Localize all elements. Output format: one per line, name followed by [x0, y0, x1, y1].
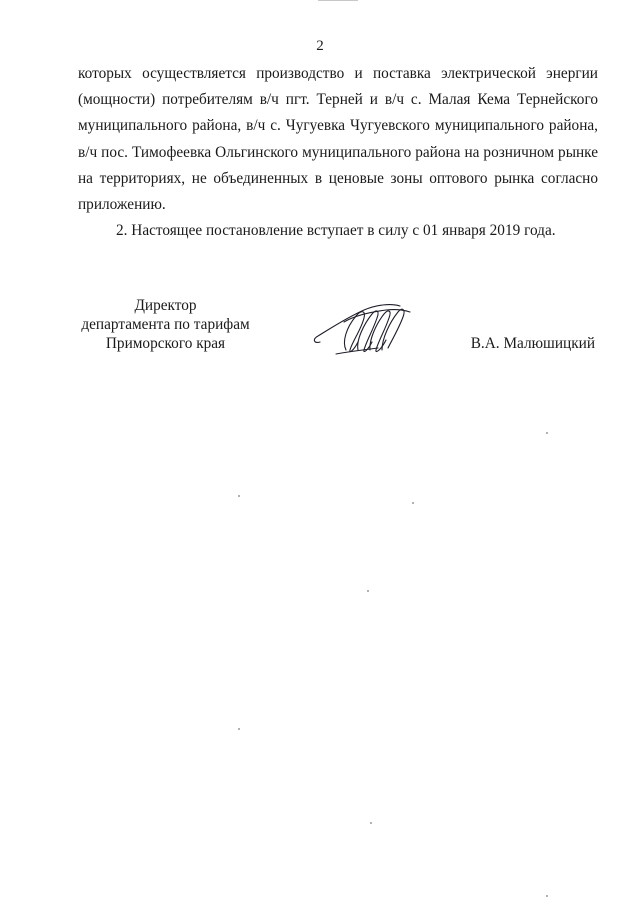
- scan-speck: [238, 495, 240, 497]
- body-text: [78, 61, 598, 244]
- paragraph-continuation: которых осуществляется производство и поставка электрической энергии (мощности) потребителям в/ч пгт. Терней и в/ч с. Малая Кема Тернейского муниципального района, в/ч с. Чугуевка Чугуевского муниципального района, в/ч пос. Тимофеевка Ольгинского муниципального района на розничном рынке на территориях, не объединенных в ценовые зоны оптового рынка согласно приложению.: [78, 65, 598, 214]
- paragraph-effective-date: 2. Настоящее постановление вступает в силу с 01 января 2019 года.: [116, 222, 556, 240]
- handwritten-signature: [306, 292, 416, 362]
- scan-speck: [370, 822, 372, 824]
- scan-speck: [238, 728, 240, 730]
- scan-speck: [367, 590, 369, 592]
- scan-speck: [546, 895, 548, 897]
- signature-block: [0, 292, 640, 362]
- position-line-3: Приморского края: [105, 335, 226, 352]
- signer-position: [78, 296, 253, 353]
- page-number: 2: [316, 38, 324, 54]
- position-line-1: Директор: [134, 297, 197, 314]
- scan-edge-mark: [318, 0, 358, 1]
- scan-speck: [412, 502, 414, 504]
- signer-name: В.А. Малюшицкий: [470, 335, 595, 352]
- scan-speck: [546, 432, 548, 434]
- position-line-2: департамента по тарифам: [81, 316, 250, 333]
